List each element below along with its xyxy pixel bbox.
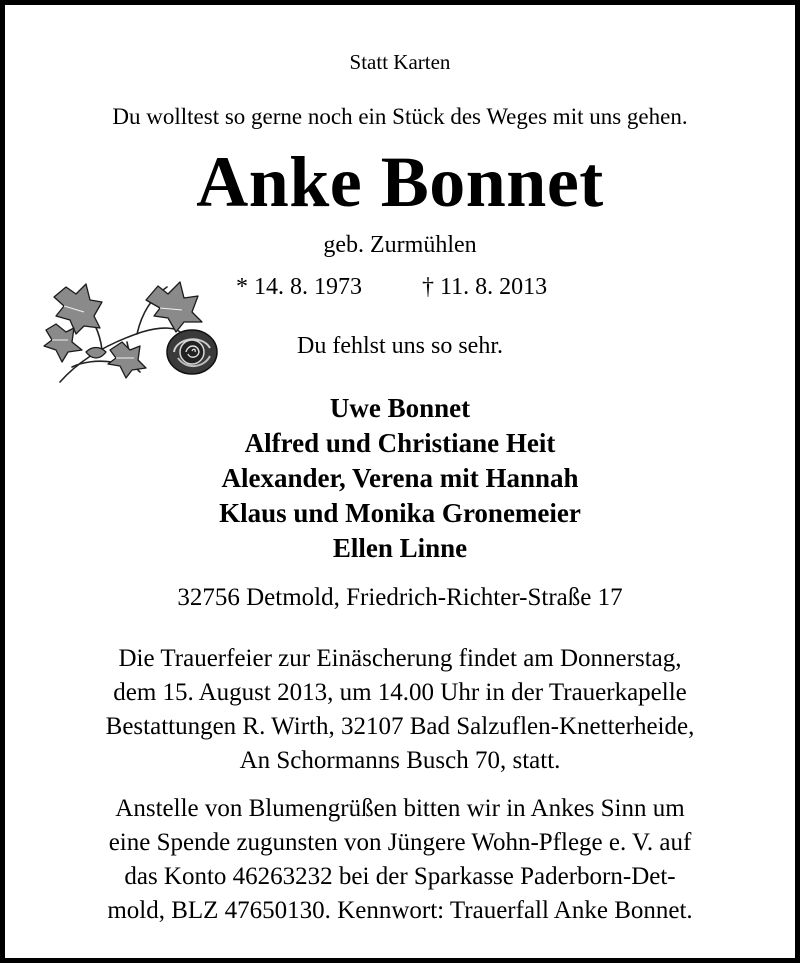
funeral-info-line: An Schormanns Busch 70, statt. bbox=[239, 747, 561, 774]
mourners-list bbox=[0, 391, 800, 566]
funeral-info-line: Die Trauerfeier zur Einäscherung findet am Donnerstag, bbox=[118, 645, 682, 672]
birth-name: geb. Zurmühlen bbox=[323, 232, 477, 258]
donation-info-line: das Konto 46263232 bei der Sparkasse Paderborn-Det- bbox=[124, 863, 676, 890]
donation-info bbox=[0, 792, 800, 928]
funeral-info-line: dem 15. August 2013, um 14.00 Uhr in der Trauerkapelle bbox=[113, 679, 687, 706]
mourner-name: Alfred und Christiane Heit bbox=[244, 428, 556, 458]
donation-info-line: eine Spende zugunsten von Jüngere Wohn-Pflege e. V. auf bbox=[108, 829, 692, 856]
memorial-quote: Du wolltest so gerne noch ein Stück des Weges mit uns gehen. bbox=[112, 104, 688, 129]
mourner-name: Klaus und Monika Gronemeier bbox=[219, 498, 581, 528]
funeral-info-line: Bestattungen R. Wirth, 32107 Bad Salzuflen-Knetterheide, bbox=[105, 713, 695, 740]
notice-header: Statt Karten bbox=[349, 50, 451, 74]
missed-line: Du fehlst uns so sehr. bbox=[297, 333, 503, 359]
mourner-name: Uwe Bonnet bbox=[329, 393, 471, 423]
birth-date: * 14. 8. 1973 bbox=[236, 274, 362, 300]
family-address: 32756 Detmold, Friedrich-Richter-Straße 17 bbox=[177, 584, 623, 611]
rose-with-leaves-icon bbox=[42, 272, 218, 390]
donation-info-line: Anstelle von Blumengrüßen bitten wir in Ankes Sinn um bbox=[115, 795, 685, 822]
mourner-name: Alexander, Verena mit Hannah bbox=[221, 463, 579, 493]
donation-info-line: mold, BLZ 47650130. Kennwort: Trauerfall Anke Bonnet. bbox=[107, 897, 693, 924]
funeral-info bbox=[0, 642, 800, 778]
mourner-name: Ellen Linne bbox=[332, 533, 468, 563]
deceased-name: Anke Bonnet bbox=[196, 142, 604, 222]
death-date: † 11. 8. 2013 bbox=[422, 274, 548, 300]
